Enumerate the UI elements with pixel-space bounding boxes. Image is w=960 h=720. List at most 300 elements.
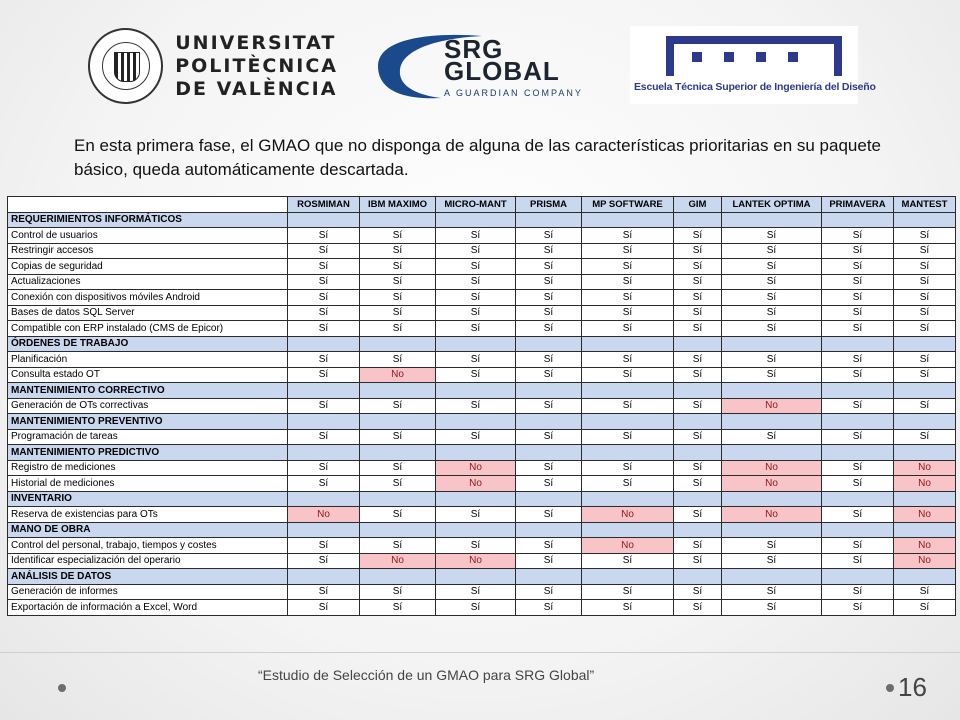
table-row xyxy=(8,274,956,290)
value-cell-no: No xyxy=(894,553,956,569)
value-cell-yes: Sí xyxy=(436,538,516,554)
value-cell-yes: Sí xyxy=(436,507,516,523)
section-cell xyxy=(722,212,822,228)
value-cell-yes: Sí xyxy=(436,352,516,368)
section-label: ÓRDENES DE TRABAJO xyxy=(8,336,288,352)
value-cell-yes: Sí xyxy=(582,228,674,244)
etsid-emblem-icon xyxy=(666,36,842,44)
section-cell xyxy=(436,336,516,352)
value-cell-yes: Sí xyxy=(516,538,582,554)
table-row xyxy=(8,476,956,492)
value-cell-yes: Sí xyxy=(822,243,894,259)
value-cell-yes: Sí xyxy=(516,305,582,321)
value-cell-yes: Sí xyxy=(516,321,582,337)
value-cell-yes: Sí xyxy=(674,367,722,383)
table-row xyxy=(8,259,956,275)
logo-bar xyxy=(0,22,960,108)
value-cell-yes: Sí xyxy=(822,274,894,290)
section-cell xyxy=(516,445,582,461)
value-cell-yes: Sí xyxy=(360,274,436,290)
table-row xyxy=(8,553,956,569)
value-cell-yes: Sí xyxy=(674,600,722,616)
section-cell xyxy=(288,212,360,228)
value-cell-yes: Sí xyxy=(822,584,894,600)
srg-global-logo xyxy=(372,30,584,102)
section-cell xyxy=(894,522,956,538)
section-cell xyxy=(288,414,360,430)
value-cell-yes: Sí xyxy=(674,243,722,259)
value-cell-yes: Sí xyxy=(436,600,516,616)
value-cell-yes: Sí xyxy=(722,553,822,569)
value-cell-yes: Sí xyxy=(288,584,360,600)
value-cell-yes: Sí xyxy=(582,367,674,383)
value-cell-yes: Sí xyxy=(288,429,360,445)
value-cell-yes: Sí xyxy=(360,290,436,306)
value-cell-no: No xyxy=(360,367,436,383)
value-cell-yes: Sí xyxy=(288,553,360,569)
value-cell-yes: Sí xyxy=(582,429,674,445)
value-cell-yes: Sí xyxy=(288,460,360,476)
value-cell-no: No xyxy=(894,460,956,476)
table-row xyxy=(8,367,956,383)
value-cell-yes: Sí xyxy=(822,290,894,306)
section-cell xyxy=(582,383,674,399)
value-cell-yes: Sí xyxy=(288,290,360,306)
value-cell-yes: Sí xyxy=(894,584,956,600)
value-cell-yes: Sí xyxy=(674,538,722,554)
value-cell-yes: Sí xyxy=(674,290,722,306)
upv-wordmark: UNIVERSITAT POLITÈCNICA DE VALÈNCIA xyxy=(175,31,338,100)
requirement-label: Bases de datos SQL Server xyxy=(8,305,288,321)
value-cell-yes: Sí xyxy=(582,600,674,616)
value-cell-yes: Sí xyxy=(674,259,722,275)
requirement-label: Compatible con ERP instalado (CMS de Epicor) xyxy=(8,321,288,337)
value-cell-yes: Sí xyxy=(822,259,894,275)
value-cell-no: No xyxy=(582,507,674,523)
table-row xyxy=(8,228,956,244)
value-cell-yes: Sí xyxy=(722,584,822,600)
value-cell-yes: Sí xyxy=(822,321,894,337)
section-cell xyxy=(822,445,894,461)
value-cell-yes: Sí xyxy=(894,321,956,337)
value-cell-yes: Sí xyxy=(674,584,722,600)
section-cell xyxy=(722,414,822,430)
value-cell-yes: Sí xyxy=(894,600,956,616)
value-cell-yes: Sí xyxy=(722,305,822,321)
table-row xyxy=(8,290,956,306)
value-cell-yes: Sí xyxy=(674,398,722,414)
value-cell-yes: Sí xyxy=(516,243,582,259)
value-cell-yes: Sí xyxy=(516,460,582,476)
value-cell-yes: Sí xyxy=(436,398,516,414)
section-cell xyxy=(436,569,516,585)
value-cell-yes: Sí xyxy=(822,398,894,414)
value-cell-yes: Sí xyxy=(288,600,360,616)
section-cell xyxy=(436,383,516,399)
value-cell-yes: Sí xyxy=(516,600,582,616)
section-cell xyxy=(288,569,360,585)
table-row xyxy=(8,352,956,368)
value-cell-yes: Sí xyxy=(582,398,674,414)
section-cell xyxy=(436,414,516,430)
value-cell-yes: Sí xyxy=(894,398,956,414)
value-cell-no: No xyxy=(436,460,516,476)
value-cell-no: No xyxy=(436,553,516,569)
column-header: MP SOFTWARE xyxy=(582,197,674,213)
footer-divider xyxy=(0,652,960,653)
value-cell-yes: Sí xyxy=(436,429,516,445)
table-row xyxy=(8,584,956,600)
requirement-label: Control de usuarios xyxy=(8,228,288,244)
section-cell xyxy=(360,522,436,538)
requirement-label: Historial de mediciones xyxy=(8,476,288,492)
value-cell-yes: Sí xyxy=(436,259,516,275)
value-cell-yes: Sí xyxy=(516,259,582,275)
value-cell-yes: Sí xyxy=(288,476,360,492)
section-row xyxy=(8,445,956,461)
value-cell-yes: Sí xyxy=(722,259,822,275)
value-cell-no: No xyxy=(288,507,360,523)
value-cell-yes: Sí xyxy=(288,228,360,244)
column-header: IBM MAXIMO xyxy=(360,197,436,213)
section-cell xyxy=(894,212,956,228)
value-cell-no: No xyxy=(722,460,822,476)
section-cell xyxy=(582,569,674,585)
value-cell-no: No xyxy=(894,507,956,523)
value-cell-yes: Sí xyxy=(822,460,894,476)
value-cell-no: No xyxy=(722,398,822,414)
section-row xyxy=(8,414,956,430)
value-cell-yes: Sí xyxy=(674,321,722,337)
value-cell-yes: Sí xyxy=(894,352,956,368)
section-label: MANO DE OBRA xyxy=(8,522,288,538)
gmao-comparison-table xyxy=(7,196,956,616)
value-cell-yes: Sí xyxy=(722,290,822,306)
section-cell xyxy=(582,336,674,352)
value-cell-yes: Sí xyxy=(822,305,894,321)
value-cell-yes: Sí xyxy=(822,476,894,492)
value-cell-yes: Sí xyxy=(674,352,722,368)
value-cell-yes: Sí xyxy=(516,398,582,414)
section-cell xyxy=(674,522,722,538)
section-cell xyxy=(582,491,674,507)
page-bullet-icon xyxy=(886,684,894,692)
value-cell-yes: Sí xyxy=(674,274,722,290)
value-cell-yes: Sí xyxy=(360,352,436,368)
value-cell-yes: Sí xyxy=(722,600,822,616)
section-cell xyxy=(674,569,722,585)
section-cell xyxy=(674,383,722,399)
column-header: PRIMAVERA xyxy=(822,197,894,213)
value-cell-yes: Sí xyxy=(360,584,436,600)
value-cell-yes: Sí xyxy=(894,228,956,244)
value-cell-yes: Sí xyxy=(582,476,674,492)
section-cell xyxy=(436,491,516,507)
value-cell-yes: Sí xyxy=(360,429,436,445)
value-cell-yes: Sí xyxy=(360,228,436,244)
footer-title: “Estudio de Selección de un GMAO para SRG Global” xyxy=(258,667,595,683)
value-cell-yes: Sí xyxy=(582,259,674,275)
table-row xyxy=(8,398,956,414)
table-row xyxy=(8,243,956,259)
value-cell-yes: Sí xyxy=(582,352,674,368)
value-cell-yes: Sí xyxy=(674,305,722,321)
requirement-label: Conexión con dispositivos móviles Android xyxy=(8,290,288,306)
value-cell-yes: Sí xyxy=(674,228,722,244)
requirement-label: Reserva de existencias para OTs xyxy=(8,507,288,523)
value-cell-yes: Sí xyxy=(436,305,516,321)
value-cell-yes: Sí xyxy=(288,274,360,290)
value-cell-yes: Sí xyxy=(516,476,582,492)
section-cell xyxy=(722,522,822,538)
table-row xyxy=(8,305,956,321)
section-cell xyxy=(582,522,674,538)
value-cell-yes: Sí xyxy=(582,460,674,476)
section-row xyxy=(8,569,956,585)
column-header: MICRO-MANT xyxy=(436,197,516,213)
value-cell-yes: Sí xyxy=(822,507,894,523)
section-cell xyxy=(822,212,894,228)
requirement-label: Restringir accesos xyxy=(8,243,288,259)
value-cell-yes: Sí xyxy=(822,352,894,368)
etsid-name: Escuela Técnica Superior de Ingeniería del Diseño xyxy=(634,81,876,93)
value-cell-yes: Sí xyxy=(436,228,516,244)
requirement-label: Planificación xyxy=(8,352,288,368)
value-cell-yes: Sí xyxy=(288,538,360,554)
value-cell-yes: Sí xyxy=(360,476,436,492)
section-cell xyxy=(516,212,582,228)
value-cell-yes: Sí xyxy=(516,228,582,244)
section-cell xyxy=(894,383,956,399)
section-row xyxy=(8,336,956,352)
requirement-label: Exportación de información a Excel, Word xyxy=(8,600,288,616)
table-row xyxy=(8,507,956,523)
section-label: MANTENIMIENTO CORRECTIVO xyxy=(8,383,288,399)
value-cell-yes: Sí xyxy=(360,259,436,275)
value-cell-yes: Sí xyxy=(674,507,722,523)
comparison-table-container xyxy=(7,196,955,616)
section-label: INVENTARIO xyxy=(8,491,288,507)
value-cell-yes: Sí xyxy=(722,429,822,445)
section-row xyxy=(8,383,956,399)
value-cell-yes: Sí xyxy=(722,228,822,244)
table-body xyxy=(8,212,956,615)
section-cell xyxy=(582,414,674,430)
section-cell xyxy=(674,491,722,507)
value-cell-yes: Sí xyxy=(516,352,582,368)
section-cell xyxy=(894,491,956,507)
section-cell xyxy=(582,445,674,461)
section-cell xyxy=(516,522,582,538)
value-cell-no: No xyxy=(722,476,822,492)
requirement-label: Identificar especialización del operario xyxy=(8,553,288,569)
value-cell-yes: Sí xyxy=(894,290,956,306)
requirement-label: Generación de OTs correctivas xyxy=(8,398,288,414)
value-cell-no: No xyxy=(436,476,516,492)
section-cell xyxy=(360,383,436,399)
table-row xyxy=(8,429,956,445)
value-cell-yes: Sí xyxy=(288,305,360,321)
section-cell xyxy=(360,445,436,461)
section-row xyxy=(8,522,956,538)
srg-subtitle: A GUARDIAN COMPANY xyxy=(444,88,583,98)
value-cell-no: No xyxy=(894,538,956,554)
value-cell-yes: Sí xyxy=(582,243,674,259)
footer-bullet-icon xyxy=(58,684,66,692)
value-cell-yes: Sí xyxy=(894,274,956,290)
value-cell-yes: Sí xyxy=(288,259,360,275)
value-cell-yes: Sí xyxy=(822,228,894,244)
value-cell-yes: Sí xyxy=(436,243,516,259)
section-cell xyxy=(722,336,822,352)
column-header: LANTEK OPTIMA xyxy=(722,197,822,213)
value-cell-yes: Sí xyxy=(674,476,722,492)
value-cell-yes: Sí xyxy=(360,243,436,259)
value-cell-yes: Sí xyxy=(674,460,722,476)
section-cell xyxy=(436,212,516,228)
value-cell-no: No xyxy=(360,553,436,569)
upv-seal-icon xyxy=(88,28,163,104)
section-cell xyxy=(822,414,894,430)
requirement-label: Registro de mediciones xyxy=(8,460,288,476)
section-cell xyxy=(674,414,722,430)
value-cell-yes: Sí xyxy=(288,398,360,414)
value-cell-yes: Sí xyxy=(436,367,516,383)
section-row xyxy=(8,491,956,507)
requirement-label: Copias de seguridad xyxy=(8,259,288,275)
value-cell-yes: Sí xyxy=(360,460,436,476)
value-cell-yes: Sí xyxy=(722,538,822,554)
value-cell-yes: Sí xyxy=(360,321,436,337)
section-cell xyxy=(288,522,360,538)
value-cell-yes: Sí xyxy=(516,290,582,306)
requirement-label: Consulta estado OT xyxy=(8,367,288,383)
section-cell xyxy=(722,383,822,399)
value-cell-yes: Sí xyxy=(722,352,822,368)
table-row xyxy=(8,538,956,554)
value-cell-yes: Sí xyxy=(516,507,582,523)
value-cell-yes: Sí xyxy=(436,274,516,290)
srg-wordmark: SRG GLOBAL xyxy=(444,34,560,86)
section-cell xyxy=(288,491,360,507)
value-cell-yes: Sí xyxy=(582,584,674,600)
value-cell-yes: Sí xyxy=(822,553,894,569)
value-cell-yes: Sí xyxy=(288,367,360,383)
column-header: MANTEST xyxy=(894,197,956,213)
section-cell xyxy=(674,212,722,228)
table-row xyxy=(8,460,956,476)
section-cell xyxy=(894,336,956,352)
value-cell-yes: Sí xyxy=(582,321,674,337)
section-label: MANTENIMIENTO PREVENTIVO xyxy=(8,414,288,430)
value-cell-yes: Sí xyxy=(516,367,582,383)
section-cell xyxy=(822,522,894,538)
value-cell-yes: Sí xyxy=(288,352,360,368)
etsid-logo xyxy=(630,26,876,104)
value-cell-yes: Sí xyxy=(360,305,436,321)
table-row xyxy=(8,321,956,337)
section-cell xyxy=(516,491,582,507)
value-cell-yes: Sí xyxy=(516,429,582,445)
upv-logo xyxy=(88,28,338,104)
table-header-row xyxy=(8,197,956,213)
value-cell-yes: Sí xyxy=(360,538,436,554)
section-cell xyxy=(894,414,956,430)
section-label: ANÁLISIS DE DATOS xyxy=(8,569,288,585)
value-cell-yes: Sí xyxy=(436,321,516,337)
value-cell-yes: Sí xyxy=(288,243,360,259)
requirement-label: Generación de informes xyxy=(8,584,288,600)
value-cell-yes: Sí xyxy=(436,584,516,600)
section-cell xyxy=(288,383,360,399)
value-cell-yes: Sí xyxy=(822,600,894,616)
requirement-label: Programación de tareas xyxy=(8,429,288,445)
section-cell xyxy=(722,569,822,585)
requirement-label: Control del personal, trabajo, tiempos y costes xyxy=(8,538,288,554)
column-header: PRISMA xyxy=(516,197,582,213)
value-cell-yes: Sí xyxy=(288,321,360,337)
page-number: 16 xyxy=(898,672,927,702)
value-cell-yes: Sí xyxy=(516,553,582,569)
section-cell xyxy=(436,445,516,461)
section-cell xyxy=(516,569,582,585)
section-cell xyxy=(288,445,360,461)
value-cell-yes: Sí xyxy=(894,243,956,259)
value-cell-yes: Sí xyxy=(822,538,894,554)
value-cell-yes: Sí xyxy=(674,429,722,445)
section-cell xyxy=(582,212,674,228)
column-header: ROSMIMAN xyxy=(288,197,360,213)
section-label: MANTENIMIENTO PREDICTIVO xyxy=(8,445,288,461)
value-cell-yes: Sí xyxy=(722,367,822,383)
section-cell xyxy=(822,336,894,352)
value-cell-yes: Sí xyxy=(582,553,674,569)
section-cell xyxy=(722,445,822,461)
value-cell-yes: Sí xyxy=(516,584,582,600)
table-row xyxy=(8,600,956,616)
section-cell xyxy=(288,336,360,352)
value-cell-yes: Sí xyxy=(674,553,722,569)
section-cell xyxy=(360,212,436,228)
value-cell-yes: Sí xyxy=(722,321,822,337)
value-cell-yes: Sí xyxy=(582,274,674,290)
section-cell xyxy=(674,445,722,461)
requirement-label: Actualizaciones xyxy=(8,274,288,290)
header-blank xyxy=(8,197,288,213)
value-cell-yes: Sí xyxy=(360,600,436,616)
value-cell-yes: Sí xyxy=(822,367,894,383)
value-cell-yes: Sí xyxy=(582,290,674,306)
section-cell xyxy=(822,383,894,399)
section-cell xyxy=(436,522,516,538)
value-cell-yes: Sí xyxy=(360,398,436,414)
value-cell-yes: Sí xyxy=(894,305,956,321)
column-header: GIM xyxy=(674,197,722,213)
section-cell xyxy=(822,491,894,507)
section-cell xyxy=(360,569,436,585)
section-row xyxy=(8,212,956,228)
section-label: REQUERIMIENTOS INFORMÁTICOS xyxy=(8,212,288,228)
value-cell-yes: Sí xyxy=(516,274,582,290)
value-cell-yes: Sí xyxy=(722,243,822,259)
value-cell-yes: Sí xyxy=(436,290,516,306)
value-cell-yes: Sí xyxy=(582,305,674,321)
value-cell-yes: Sí xyxy=(722,274,822,290)
section-cell xyxy=(516,383,582,399)
section-cell xyxy=(516,336,582,352)
value-cell-yes: Sí xyxy=(894,429,956,445)
value-cell-no: No xyxy=(582,538,674,554)
